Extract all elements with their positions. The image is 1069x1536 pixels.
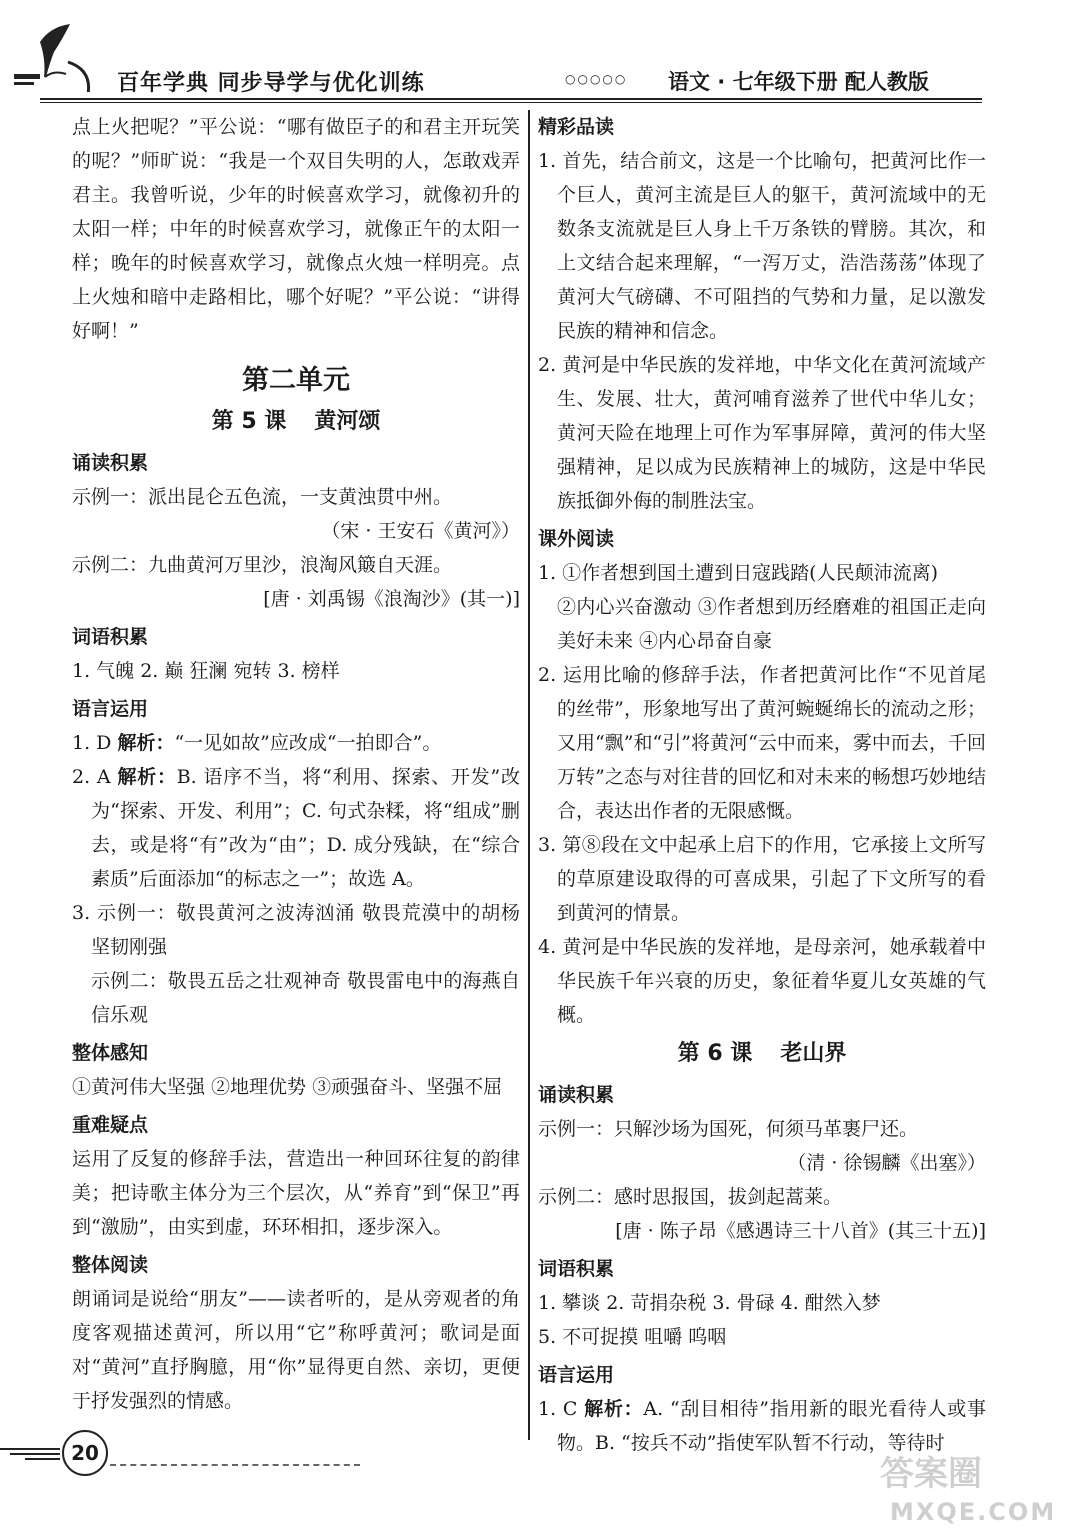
extra-answer-2: 2. 运用比喻的修辞手法，作者把黄河比作“不见首尾的丝带”，形象地写出了黄河蜿蜒绵长的流动之形；又用“飘”和“引”将黄河“云中而来，雾中而去，千回万转”之态与对往昔的回忆和对未来的畅想巧妙地结合，表达出作者的无限感慨。	[538, 664, 986, 822]
lesson-5-name: 黄河颂	[314, 409, 381, 434]
language6-answer-1: 1. C 解析：A. “刮目相待”指用新的眼光看待人或事物。B. “按兵不动”指使军队暂不行动，等待时	[538, 1398, 986, 1454]
extra-answer-1b: ②内心兴奋激动 ③作者想到历经磨难的祖国正走向美好未来 ④内心昂奋自豪	[557, 596, 986, 652]
recite6-example-2-source: [唐 · 陈子昂《感遇诗三十八首》(其三十五)]	[615, 1220, 986, 1242]
language-answer-1: 1. D 解析：“一见如故”应改成“一拍即合”。	[72, 732, 442, 754]
section-heading-recite: 诵读积累	[72, 452, 149, 474]
section-heading-reading: 整体阅读	[72, 1254, 149, 1276]
section-heading-overall: 整体感知	[72, 1042, 149, 1064]
left-column	[72, 110, 520, 1418]
quill-pen-logo-icon	[10, 22, 100, 92]
footer-lines-icon	[0, 1446, 70, 1460]
book-subject-grade: 语文 · 七年级下册 配人教版	[668, 70, 929, 94]
right-column	[538, 110, 986, 1460]
section-heading-language: 语言运用	[72, 698, 149, 720]
lesson-6-title	[538, 1036, 986, 1072]
lesson-5-number: 第 5 课	[211, 409, 287, 434]
footer-dashed-rule	[110, 1464, 360, 1466]
recite-example-2-source: [唐 · 刘禹锡《浪淘沙》(其一)]	[263, 588, 520, 610]
reading-answer: 朗诵词是说给“朋友”——读者听的，是从旁观者的角度客观描述黄河，所以用“它”称呼黄河；歌词是面对“黄河”直抒胸臆，用“你”显得更自然、亲切，更便于抒发强烈的情感。	[72, 1288, 520, 1412]
vocab-answers: 1. 气魄 2. 巅 狂澜 宛转 3. 榜样	[72, 660, 340, 682]
language-answer-3b: 示例二：敬畏五岳之壮观神奇 敬畏雷电中的海燕自信乐观	[91, 970, 520, 1026]
extra-answer-3: 3. 第⑧段在文中起承上启下的作用，它承接上文所写的草原建设取得的可喜成果，引起了下文所写的看到黄河的情景。	[538, 834, 986, 924]
overall-answers: ①黄河伟大坚强 ②地理优势 ③顽强奋斗、坚强不屈	[72, 1076, 503, 1098]
vocab6-answers-2: 5. 不可捉摸 咀嚼 呜咽	[538, 1326, 727, 1348]
lesson-6-number: 第 6 课	[677, 1041, 753, 1066]
recite6-example-1-source: （清 · 徐锡麟《出塞》）	[787, 1152, 986, 1174]
recite6-example-2: 示例二：感时思报国，拔剑起蒿莱。	[538, 1186, 843, 1208]
language-answer-3a: 3. 示例一：敬畏黄河之波涛汹涌 敬畏荒漠中的胡杨坚韧刚强	[72, 902, 520, 958]
watermark-text: 答案圈	[880, 1454, 982, 1494]
recite-example-2: 示例二：九曲黄河万里沙，浪淘风簸自天涯。	[72, 554, 453, 576]
section-heading-highlights: 精彩品读	[538, 116, 615, 138]
section-heading-language-6: 语言运用	[538, 1364, 615, 1386]
highlight-answer-2: 2. 黄河是中华民族的发祥地，中华文化在黄河流域产生、发展、壮大，黄河哺育滋养了世代中华儿女；黄河天险在地理上可作为军事屏障，黄河的伟大坚强精神，足以成为民族精神上的城防，这是中华民族抵御外侮的制胜法宝。	[538, 354, 986, 512]
page-header	[0, 0, 1069, 100]
page-number: 20	[62, 1430, 108, 1476]
extra-answer-1a: 1. ①作者想到国土遭到日寇践踏(人民颠沛流离)	[538, 562, 938, 584]
highlight-answer-1: 1. 首先，结合前文，这是一个比喻句，把黄河比作一个巨人，黄河主流是巨人的躯干，黄河流域中的无数条支流就是巨人身上千万条铁的臂膀。其次，和上文结合起来理解，“一泻万丈，浩浩荡荡”体现了黄河大气磅礴、不可阻挡的气势和力量，足以激发民族的精神和信念。	[538, 150, 986, 342]
language-answer-2: 2. A 解析：B. 语序不当，将“利用、探索、开发”改为“探索、开发、利用”；C. 句式杂糅，将“组成”删去，或是将“有”改为“由”；D. 成分残缺，在“综合素质”后面添加“的标志之一”；故选 A。	[72, 766, 520, 890]
lesson-6-name: 老山界	[780, 1041, 847, 1066]
header-dots: ○○○○○	[565, 72, 628, 86]
unit-title: 第二单元	[242, 365, 350, 396]
recite-example-1: 示例一：派出昆仑五色流，一支黄浊贯中州。	[72, 486, 453, 508]
section-heading-difficulty: 重难疑点	[72, 1114, 149, 1136]
column-divider	[528, 110, 530, 1440]
book-brand-title: 百年学典 同步导学与优化训练	[117, 71, 425, 96]
header-rule	[40, 98, 982, 100]
lesson-5-title	[72, 404, 520, 440]
header-rule-thin	[40, 102, 982, 103]
section-heading-vocab: 词语积累	[72, 626, 149, 648]
section-heading-vocab-6: 词语积累	[538, 1258, 615, 1280]
difficulty-answer: 运用了反复的修辞手法，营造出一种回环往复的韵律美；把诗歌主体分为三个层次，从“养育”到“保卫”再到“激励”，由实到虚，环环相扣，逐步深入。	[72, 1148, 520, 1238]
section-heading-extra-reading: 课外阅读	[538, 528, 615, 550]
extra-answer-4: 4. 黄河是中华民族的发祥地，是母亲河，她承载着中华民族千年兴衰的历史，象征着华夏儿女英雄的气概。	[538, 936, 986, 1026]
watermark-url: MXQE.COM	[890, 1498, 1057, 1526]
section-heading-recite-6: 诵读积累	[538, 1084, 615, 1106]
vocab6-answers-1: 1. 攀谈 2. 苛捐杂税 3. 骨碌 4. 酣然入梦	[538, 1292, 881, 1314]
recite6-example-1: 示例一：只解沙场为国死，何须马革裹尸还。	[538, 1118, 919, 1140]
story-continuation: 点上火把呢？”平公说：“哪有做臣子的和君主开玩笑的呢？”师旷说：“我是一个双目失明的人，怎敢戏弄君主。我曾听说，少年的时候喜欢学习，就像初升的太阳一样；中年的时候喜欢学习，就像正午的太阳一样；晚年的时候喜欢学习，就像点火烛一样明亮。点上火烛和暗中走路相比，哪个好呢？”平公说：“讲得好啊！”	[72, 116, 520, 342]
recite-example-1-source: （宋 · 王安石《黄河》）	[321, 520, 520, 542]
